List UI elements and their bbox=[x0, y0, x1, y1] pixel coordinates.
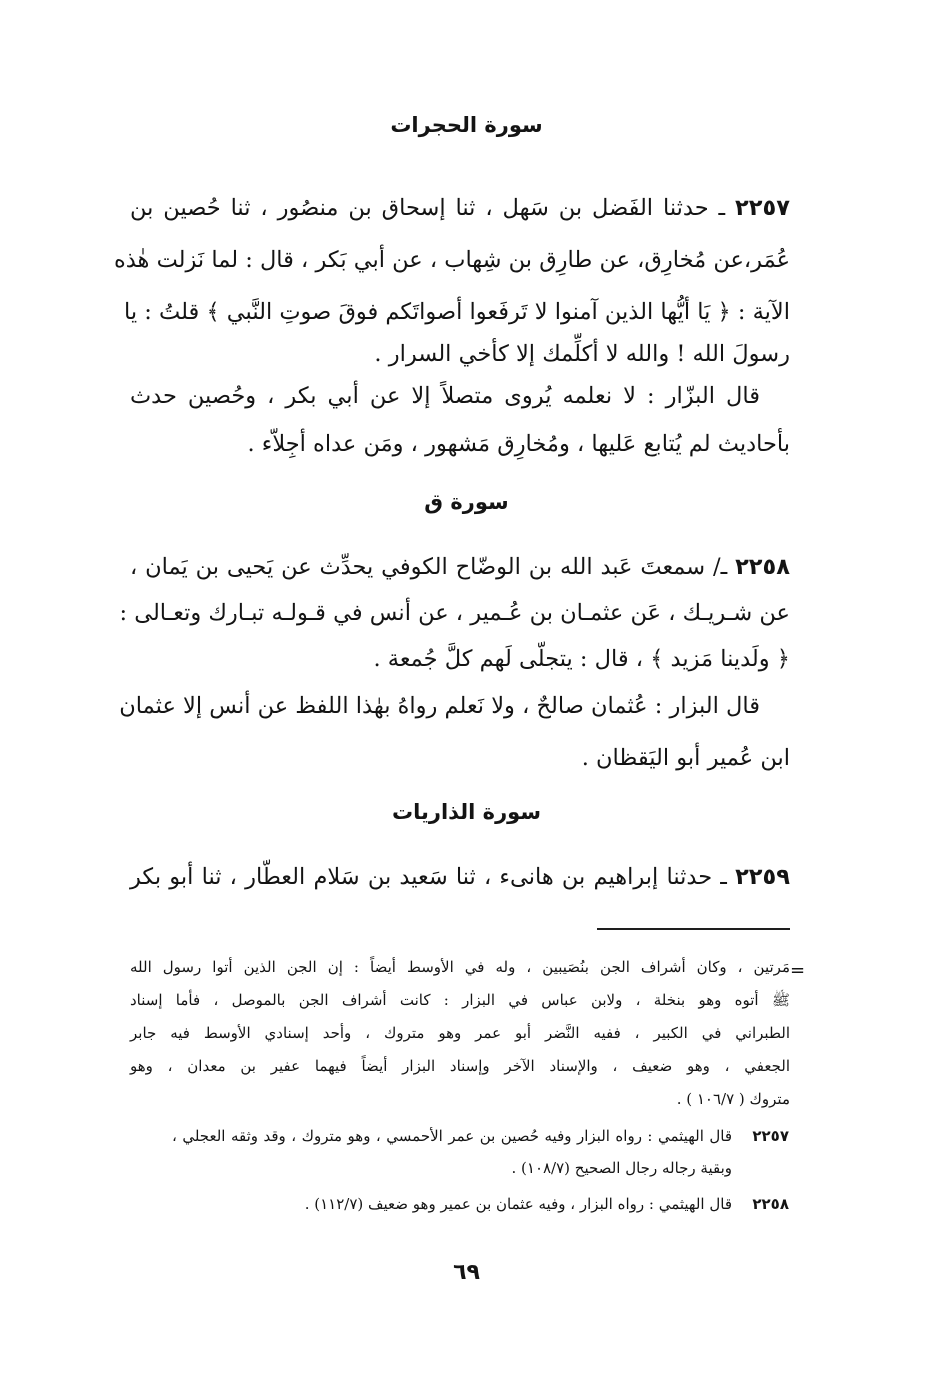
footnote-continuation-line-4: الجعفي ، وهو ضعيف ، والإسناد الآخر وإسناد البزار أيضاً فيهما عفير بن معدان ، وهو bbox=[130, 1057, 790, 1075]
footnote-separator bbox=[597, 928, 790, 930]
footnote-continuation-line-1: مَرتين ، وكان أشراف الجن بنُصَيبين ، وله في الأوسط أيضاً : إن الجن الذين أتوا رسول الله bbox=[130, 958, 790, 976]
hadith-2257-line-3: الآية : ﴿ يَا أيُّها الذين آمنوا لا تَرفَعوا أصواتَكم فوقَ صوتِ النَّبي ﴾ قلتُ : يا bbox=[124, 299, 790, 325]
hadith-2257-line-4: رسولَ الله ! والله لا أكلِّمك إلا كأخي السرار . bbox=[374, 341, 790, 367]
footnote-2258-line-1: قال الهيثمي : رواه البزار ، وفيه عثمان بن عمير وهو ضعيف (١١٢/٧) . bbox=[304, 1195, 732, 1213]
footnote-2257-line-1: قال الهيثمي : رواه البزار وفيه حُصين بن عمر الأحمسي ، وهو متروك ، وقد وثقه العجلي ، bbox=[172, 1127, 732, 1145]
footnote-continuation-line-2: ﷺ أتوه وهو بنخلة ، ولابن عباس في البزار : كانت أشراف الجن بالموصل ، فأما إسناد bbox=[130, 991, 790, 1009]
page-number: ٦٩ bbox=[453, 1260, 480, 1285]
hadith-number-2259: ٢٢٥٩ bbox=[735, 864, 791, 890]
section-title-qaf: سورة ق bbox=[424, 490, 509, 514]
section-title-hujurat: سورة الحجرات bbox=[390, 113, 543, 137]
hadith-2258-line-2: عن شـريـك ، عَن عثمـان بن عُـمير ، عن أنس في قـولـه تبـارك وتعـالى : bbox=[119, 600, 790, 626]
hadith-number-2257: ٢٢٥٧ bbox=[735, 195, 790, 221]
hadith-2258-line-3: ﴿ ولَدينا مَزيد ﴾ ، قال : يتجلّى لَهم كلَّ جُمعة . bbox=[373, 646, 790, 672]
hadith-2257-line-1: ٢٢٥٧ ـ حدثنا الفَضل بن سَهل ، ثنا إسحاق بن منصُور ، ثنا حُصين بن bbox=[130, 195, 790, 221]
footnote-number-2258: ٢٢٥٨ bbox=[752, 1195, 789, 1213]
hadith-2259-line-1: ٢٢٥٩ ـ حدثنا إبراهيم بن هانىء ، ثنا سَعيد بن سَلام العطّار ، ثنا أبو بكر bbox=[130, 864, 791, 890]
bazzar-comment-2257-line-2: بأحاديث لم يُتابع عَليها ، ومُخارِق مَشهور ، ومَن عداه أجِلاّء . bbox=[247, 431, 790, 457]
hadith-number-2258: ٢٢٥٨ bbox=[735, 554, 791, 580]
footnote-continuation-line-3: الطبراني في الكبير ، ففيه النَّضر أبو عمر وهو متروك ، وأحد إسنادي الأوسط فيه جابر bbox=[130, 1024, 790, 1042]
footnote-2257-line-2: وبقية رجاله رجال الصحيح (١٠٨/٧) . bbox=[511, 1159, 732, 1177]
footnote-continuation-mark: = bbox=[790, 960, 806, 981]
footnote-number-2257: ٢٢٥٧ bbox=[752, 1127, 789, 1145]
section-title-dhariyat: سورة الذاريات bbox=[392, 800, 541, 824]
hadith-2257-line-2: عُمَر،عن مُخارِق، عن طارِق بن شِهاب ، عن أبي بَكر ، قال : لما نَزلت هٰذه bbox=[113, 247, 790, 273]
footnote-continuation-line-5: متروك ( ١٠٦/٧ ) . bbox=[676, 1090, 790, 1108]
bazzar-comment-2258-line-1: قال البزار : عُثمان صالحٌ ، ولا نَعلم رواهُ بهٰذا اللفظ عن أنس إلا عثمان bbox=[119, 693, 760, 719]
hadith-2258-line-1: ٢٢٥٨ ـ/ سمعتَ عَبد الله بن الوضّاح الكوفي يحدِّث عن يَحيى بن يَمان ، bbox=[130, 554, 791, 580]
bazzar-comment-2258-line-2: ابن عُمير أبو اليَقظان . bbox=[581, 745, 790, 771]
bazzar-comment-2257-line-1: قال البزّار : لا نعلمه يُروى متصلاً إلا عن أبي بكر ، وحُصين حدث bbox=[130, 383, 760, 409]
